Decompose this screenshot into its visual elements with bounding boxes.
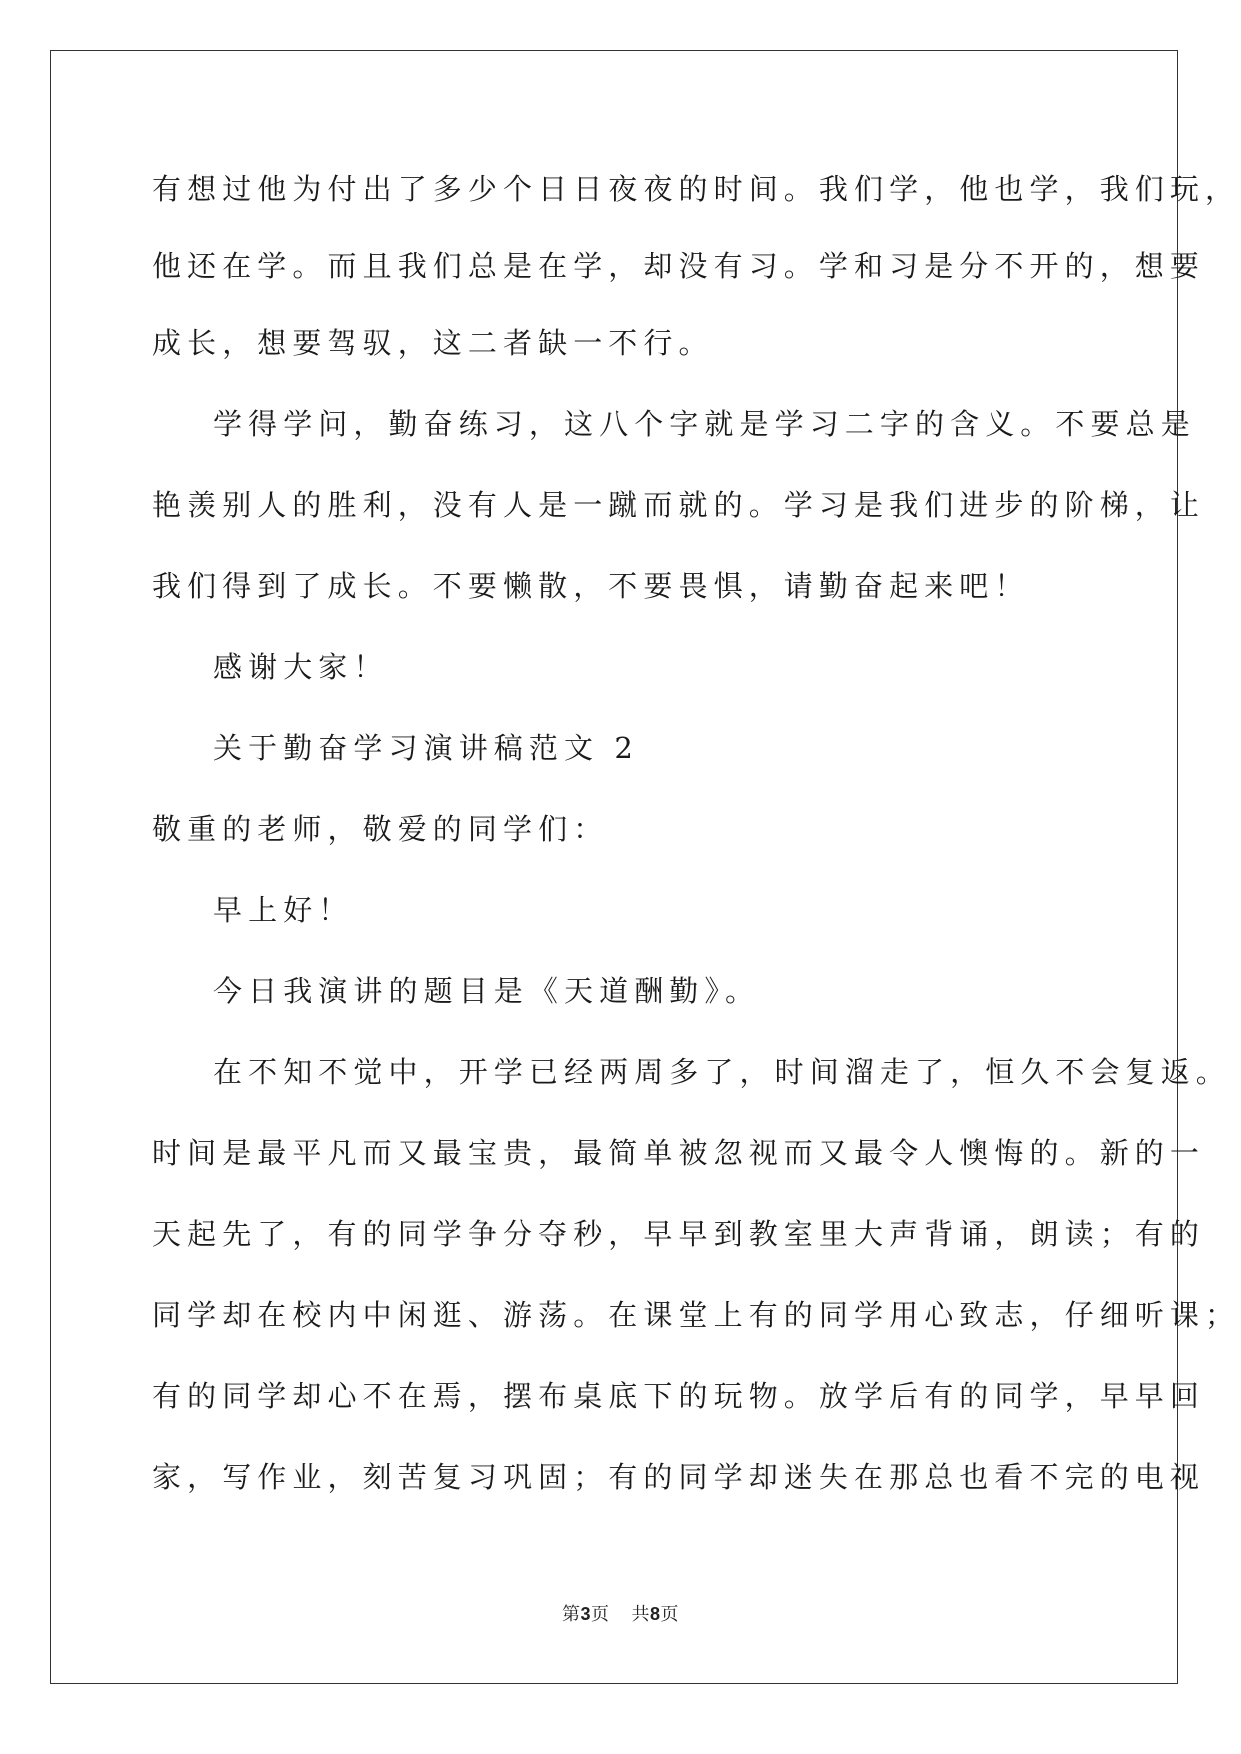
text-line: 学得学问，勤奋练习，这八个字就是学习二字的含义。不要总是 — [213, 407, 1196, 441]
text-line: 家，写作业，刻苦复习巩固；有的同学却迷失在那总也看不完的电视 — [152, 1460, 1206, 1494]
text-line: 他还在学。而且我们总是在学，却没有习。学和习是分不开的，想要 — [152, 249, 1206, 283]
text-line: 我们得到了成长。不要懒散，不要畏惧，请勤奋起来吧！ — [152, 569, 1030, 603]
text-line: 有的同学却心不在焉，摆布桌底下的玩物。放学后有的同学，早早回 — [152, 1379, 1206, 1413]
page-unit: 页 — [591, 1604, 610, 1625]
total-prefix: 共 — [631, 1604, 650, 1625]
page-prefix: 第 — [561, 1604, 581, 1625]
closing-line: 感谢大家！ — [213, 650, 389, 684]
text-line: 同学却在校内中闲逛、游荡。在课堂上有的同学用心致志，仔细听课； — [152, 1298, 1241, 1332]
text-line: 时间是最平凡而又最宝贵，最简单被忽视而又最令人懊悔的。新的一 — [152, 1136, 1206, 1170]
document-body — [152, 160, 1241, 1529]
text-line: 在不知不觉中，开学已经两周多了，时间溜走了，恒久不会复返。 — [213, 1055, 1231, 1089]
page-total: 8 — [650, 1604, 661, 1624]
text-line: 艳羡别人的胜利，没有人是一蹴而就的。学习是我们进步的阶梯，让 — [152, 488, 1206, 522]
total-unit: 页 — [660, 1604, 680, 1625]
page-footer — [0, 1600, 1241, 1626]
text-line: 天起先了，有的同学争分夺秒，早早到教室里大声背诵，朗读；有的 — [152, 1217, 1206, 1251]
section-heading: 关于勤奋学习演讲稿范文 2 — [213, 731, 639, 765]
text-line: 有想过他为付出了多少个日日夜夜的时间。我们学，他也学，我们玩， — [152, 172, 1241, 206]
greeting: 早上好！ — [213, 893, 354, 927]
text-line: 今日我演讲的题目是《天道酬勤》。 — [213, 974, 761, 1008]
salutation: 敬重的老师，敬爱的同学们： — [152, 812, 609, 846]
page-current: 3 — [580, 1604, 591, 1624]
text-line: 成长，想要驾驭，这二者缺一不行。 — [152, 326, 714, 360]
